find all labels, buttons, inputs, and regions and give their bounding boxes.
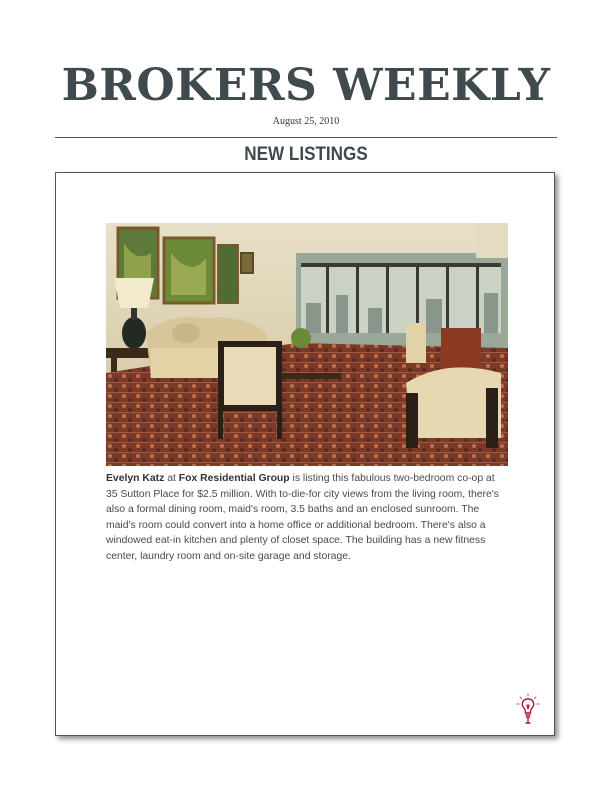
listing-description xyxy=(106,471,506,564)
section-title: NEW LISTINGS xyxy=(244,144,368,165)
header-divider xyxy=(55,137,557,138)
firm-name: Fox Residential Group xyxy=(178,473,290,484)
agent-name: Evelyn Katz xyxy=(106,473,165,484)
issue-date: August 25, 2010 xyxy=(272,116,340,127)
connector-text: at xyxy=(164,473,179,484)
living-room-photo xyxy=(106,223,508,466)
listing-body: is listing this fabulous two-bedroom co-op at 35 Sutton Place for $2.5 million. With to-die-for city views from the living room, there's also a formal dining room, maid's room, 3.5 baths and an enclosed sunroom. The maid's room could convert into a home office or additional bedroom. There's also a windowed eat-in kitchen and plenty of closet space. The building has a new fitness center, laundry room and on-site garage and storage. xyxy=(106,473,499,562)
listing-card xyxy=(55,172,555,736)
lightbulb-logo-icon xyxy=(516,693,540,725)
masthead-title: BROKERS WEEKLY xyxy=(61,60,551,111)
